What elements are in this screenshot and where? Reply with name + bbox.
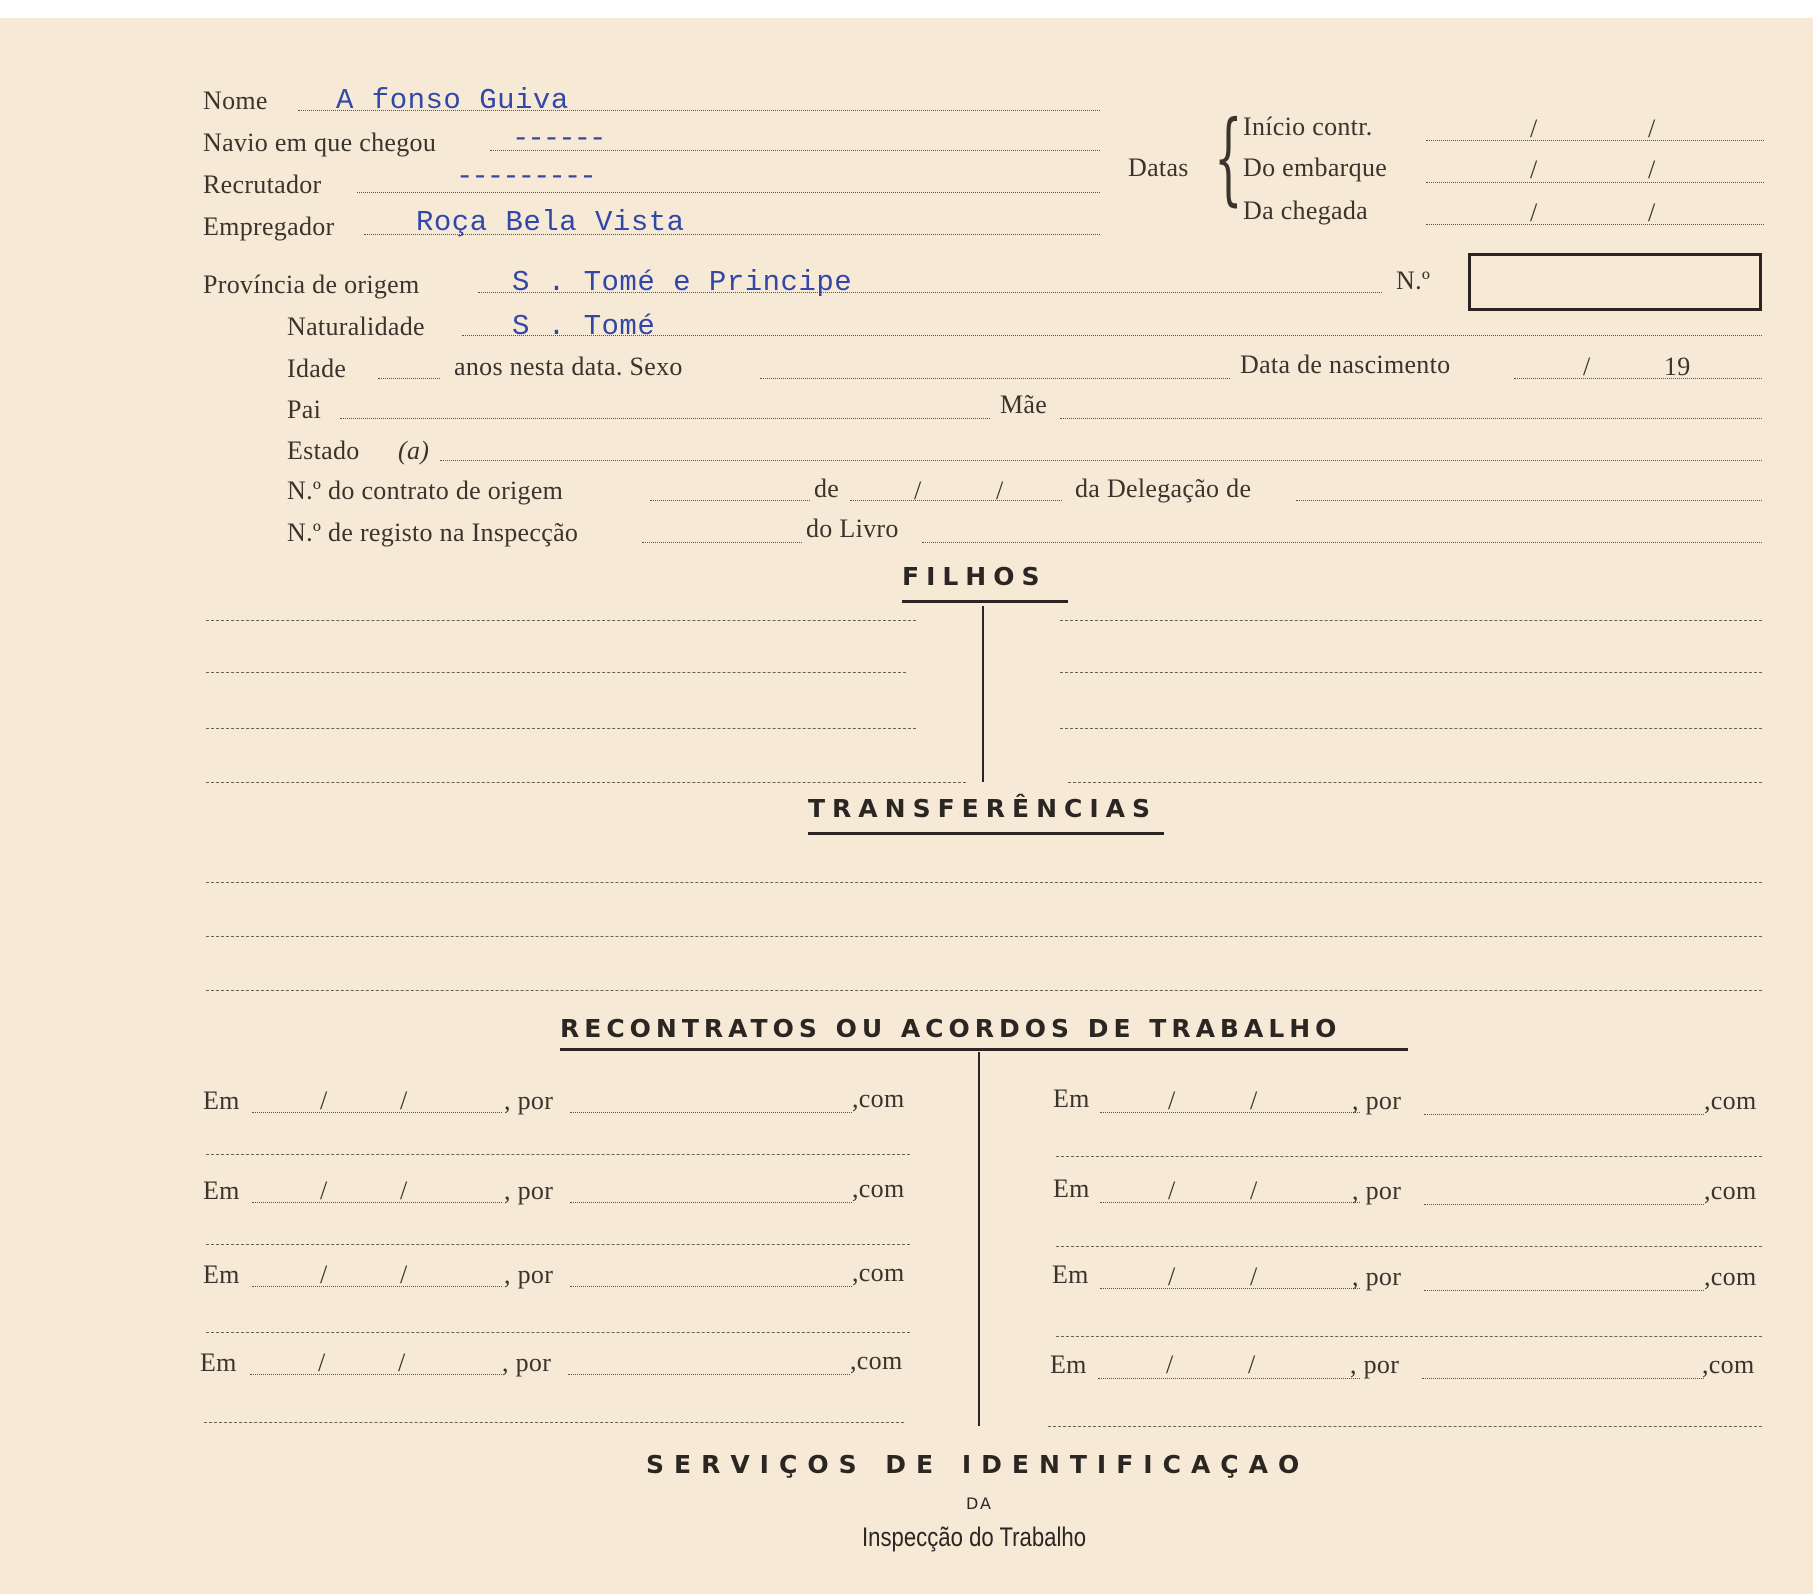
date-slash: / xyxy=(320,1086,328,1115)
recontrato-por: , por xyxy=(1352,1176,1402,1205)
transferencias-heading: TRANSFERÊNCIAS xyxy=(808,794,1157,823)
recontrato-em: Em xyxy=(203,1086,240,1115)
navio-label: Navio em que chegou xyxy=(203,128,437,157)
anos-sexo-label: anos nesta data. Sexo xyxy=(454,352,683,381)
date-slash: / xyxy=(1648,155,1656,184)
date-slash: / xyxy=(1168,1176,1176,1205)
recontrato-por-line xyxy=(570,1286,852,1287)
recontrato-line xyxy=(206,1332,910,1333)
recontratos-divider xyxy=(978,1052,980,1426)
recontrato-em: Em xyxy=(203,1260,240,1289)
recontrato-em: Em xyxy=(1050,1350,1087,1379)
recontrato-line xyxy=(206,1154,910,1155)
recontrato-por: , por xyxy=(504,1260,554,1289)
estado-line xyxy=(440,460,1762,461)
recontrato-por-line xyxy=(1424,1290,1704,1291)
recontrato-em: Em xyxy=(1052,1260,1089,1289)
filhos-line xyxy=(206,728,916,729)
contrato-de: de xyxy=(814,474,840,503)
numero-label: N.º xyxy=(1396,266,1431,295)
recontrato-por: , por xyxy=(1350,1350,1400,1379)
naturalidade-label: Naturalidade xyxy=(287,312,425,341)
transferencias-underline xyxy=(808,832,1164,835)
estado-label: Estado xyxy=(287,436,360,465)
date-slash: / xyxy=(1250,1176,1258,1205)
date-slash: / xyxy=(1530,114,1538,143)
recontrato-em: Em xyxy=(200,1348,237,1377)
mae-line xyxy=(1060,418,1762,419)
naturalidade-line xyxy=(462,335,1762,336)
empregador-value[interactable]: Roça Bela Vista xyxy=(416,206,685,239)
recontrato-com: ,com xyxy=(852,1174,905,1203)
recontrato-com: ,com xyxy=(852,1084,905,1113)
recontrato-line xyxy=(204,1422,904,1423)
nascimento-line xyxy=(1514,378,1762,379)
nome-value[interactable]: A fonso Guiva xyxy=(336,84,569,117)
recontrato-por-line xyxy=(568,1374,850,1375)
date-slash: / xyxy=(400,1260,408,1289)
delegacao-line xyxy=(1296,500,1762,501)
naturalidade-value[interactable]: S . Tomé xyxy=(512,310,656,343)
contrato-date-line xyxy=(850,500,1062,501)
date-slash: / xyxy=(320,1176,328,1205)
date-slash: / xyxy=(398,1348,406,1377)
recontratos-heading: RECONTRATOS OU ACORDOS DE TRABALHO xyxy=(560,1014,1342,1043)
datas-embarque-line xyxy=(1426,182,1764,183)
transferencias-line xyxy=(206,936,1762,937)
recrutador-value[interactable]: --------- xyxy=(456,160,595,193)
recontrato-line xyxy=(1056,1336,1762,1337)
date-slash: / xyxy=(1648,198,1656,227)
date-slash: / xyxy=(1583,352,1591,381)
numero-box[interactable] xyxy=(1468,253,1762,311)
recontrato-line xyxy=(1056,1156,1762,1157)
recontrato-em: Em xyxy=(1053,1084,1090,1113)
recontrato-date-line xyxy=(252,1286,502,1287)
date-slash: / xyxy=(1166,1350,1174,1379)
contrato-line xyxy=(650,500,810,501)
recontrato-por: , por xyxy=(1352,1086,1402,1115)
recontrato-date-line xyxy=(250,1374,502,1375)
navio-value[interactable]: ------ xyxy=(512,122,605,155)
nome-label: Nome xyxy=(203,86,268,115)
date-slash: / xyxy=(1168,1086,1176,1115)
provincia-label: Província de origem xyxy=(203,270,420,299)
recontrato-por-line xyxy=(570,1202,852,1203)
datas-inicio-line xyxy=(1426,140,1764,141)
datas-embarque-label: Do embarque xyxy=(1243,153,1388,182)
recontrato-date-line xyxy=(1100,1288,1360,1289)
filhos-divider xyxy=(982,606,984,782)
contrato-label: N.º do contrato de origem xyxy=(287,476,564,505)
pai-label: Pai xyxy=(287,395,322,424)
filhos-line xyxy=(1060,620,1762,621)
recontrato-com: ,com xyxy=(1702,1350,1755,1379)
recontrato-em: Em xyxy=(203,1176,240,1205)
recontrato-date-line xyxy=(1098,1378,1360,1379)
recontrato-line xyxy=(1056,1246,1762,1247)
date-slash: / xyxy=(400,1176,408,1205)
recontrato-line xyxy=(1048,1426,1762,1427)
recontrato-com: ,com xyxy=(850,1346,903,1375)
livro-label: do Livro xyxy=(806,514,899,543)
datas-label: Datas xyxy=(1128,153,1189,182)
recontrato-por: , por xyxy=(1352,1262,1402,1291)
recontrato-em: Em xyxy=(1053,1174,1090,1203)
pai-line xyxy=(340,418,990,419)
recontrato-por: , por xyxy=(504,1086,554,1115)
livro-line xyxy=(922,542,1762,543)
recontratos-underline xyxy=(560,1048,1408,1051)
nascimento-label: Data de nascimento xyxy=(1240,350,1451,379)
transferencias-line xyxy=(206,882,1762,883)
date-slash: / xyxy=(914,476,922,505)
transferencias-line xyxy=(206,990,1762,991)
date-slash: / xyxy=(1250,1262,1258,1291)
recontrato-com: ,com xyxy=(1704,1262,1757,1291)
recontrato-por-line xyxy=(1424,1114,1704,1115)
recontrato-date-line xyxy=(1100,1202,1360,1203)
delegacao-label: da Delegação de xyxy=(1075,474,1252,503)
recontrato-com: ,com xyxy=(1704,1086,1757,1115)
footer-da: DA xyxy=(966,1494,993,1513)
recontrato-date-line xyxy=(252,1112,502,1113)
footer-inspeccao: Inspecção do Trabalho xyxy=(862,1522,1087,1552)
filhos-line xyxy=(1068,782,1762,783)
mae-label: Mãe xyxy=(1000,390,1048,419)
filhos-line xyxy=(206,672,906,673)
date-slash: / xyxy=(1530,198,1538,227)
recontrato-date-line xyxy=(252,1202,502,1203)
date-slash: / xyxy=(1250,1086,1258,1115)
estado-note: (a) xyxy=(398,436,430,465)
datas-chegada-label: Da chegada xyxy=(1243,196,1368,225)
date-slash: / xyxy=(1168,1262,1176,1291)
recontrato-por-line xyxy=(1422,1378,1704,1379)
datas-inicio-label: Início contr. xyxy=(1243,112,1373,141)
footer-servicos: SERVIÇOS DE IDENTIFICAÇAO xyxy=(646,1450,1310,1479)
datas-chegada-line xyxy=(1426,224,1764,225)
filhos-heading: FILHOS xyxy=(902,562,1047,591)
idade-line xyxy=(378,378,440,379)
recontrato-por: , por xyxy=(502,1348,552,1377)
filhos-line xyxy=(1060,728,1762,729)
recontrato-date-line xyxy=(1100,1112,1360,1113)
recontrato-line xyxy=(206,1244,910,1245)
recontrato-por-line xyxy=(1424,1204,1704,1205)
recontrato-com: ,com xyxy=(1704,1176,1757,1205)
date-slash: / xyxy=(320,1260,328,1289)
filhos-line xyxy=(206,620,916,621)
recontrato-por: , por xyxy=(504,1176,554,1205)
filhos-underline xyxy=(902,600,1068,603)
datas-brace: { xyxy=(1214,99,1243,216)
sexo-line xyxy=(760,378,1230,379)
date-slash: / xyxy=(996,476,1004,505)
date-slash: / xyxy=(318,1348,326,1377)
provincia-value[interactable]: S . Tomé e Principe xyxy=(512,266,853,299)
recrutador-label: Recrutador xyxy=(203,170,322,199)
empregador-label: Empregador xyxy=(203,212,335,241)
registo-line xyxy=(642,542,802,543)
recontrato-com: ,com xyxy=(852,1258,905,1287)
date-slash: / xyxy=(1248,1350,1256,1379)
date-slash: / xyxy=(1648,114,1656,143)
date-slash: / xyxy=(400,1086,408,1115)
filhos-line xyxy=(206,782,966,783)
filhos-line xyxy=(1060,672,1762,673)
registo-label: N.º de registo na Inspecção xyxy=(287,518,579,547)
nascimento-year: 19 xyxy=(1664,352,1691,381)
idade-label: Idade xyxy=(287,354,347,383)
date-slash: / xyxy=(1530,155,1538,184)
recontrato-por-line xyxy=(570,1112,852,1113)
